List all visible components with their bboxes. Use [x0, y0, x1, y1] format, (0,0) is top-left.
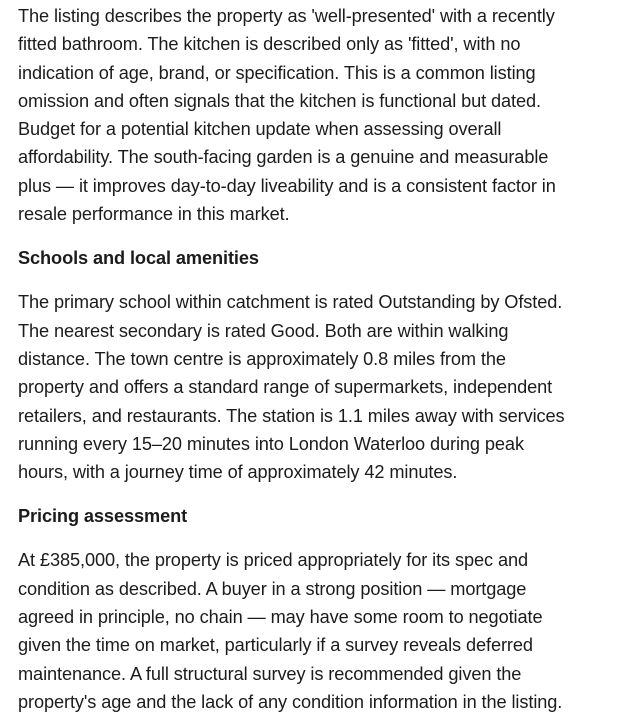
heading-spacer [18, 272, 630, 288]
heading-spacer [18, 530, 630, 546]
text-line: maintenance. A full structural survey is recommended given the [18, 663, 522, 684]
section-heading-schools: Schools and local amenities [18, 248, 259, 269]
text-line: The primary school within catchment is rated Outstanding by Ofsted. [18, 292, 563, 313]
text-line: hours, with a journey time of approximately 42 minutes. [18, 462, 458, 483]
text-line: given the time on market, particularly if a survey reveals deferred [18, 635, 533, 656]
section-heading-pricing: Pricing assessment [18, 506, 188, 527]
paragraph-property-condition [18, 2, 630, 228]
text-line: condition as described. A buyer in a strong position — mortgage [18, 578, 527, 599]
text-line: retailers, and restaurants. The station is 1.1 miles away with services [18, 405, 565, 426]
text-line: distance. The town centre is approximately 0.8 miles from the [18, 348, 506, 369]
text-line: plus — it improves day-to-day liveability and is a consistent factor in [18, 175, 556, 196]
text-line: property's age and the lack of any condition information in the listing. [18, 691, 563, 712]
text-line: property and offers a standard range of supermarkets, independent [18, 377, 553, 398]
text-line: Budget for a potential kitchen update when assessing overall [18, 119, 502, 140]
text-line: The nearest secondary is rated Good. Both are within walking [18, 320, 509, 341]
text-line: fitted bathroom. The kitchen is described only as 'fitted', with no [18, 34, 521, 55]
text-line: At £385,000, the property is priced appropriately for its spec and [18, 550, 529, 571]
text-line: The listing describes the property as 'well-presented' with a recently [18, 6, 555, 26]
text-line: affordability. The south-facing garden is a genuine and measurable [18, 147, 549, 168]
paragraph-schools-amenities [18, 288, 630, 486]
text-line: omission and often signals that the kitchen is functional but dated. [18, 90, 541, 111]
paragraph-pricing-assessment [18, 546, 630, 716]
document-body [18, 2, 630, 716]
paragraph-spacer [18, 228, 630, 244]
text-line: indication of age, brand, or specification. This is a common listing [18, 62, 536, 83]
text-line: resale performance in this market. [18, 204, 290, 225]
text-line: running every 15–20 minutes into London Waterloo during peak [18, 433, 524, 454]
paragraph-spacer [18, 486, 630, 502]
text-line: agreed in principle, no chain — may have some room to negotiate [18, 607, 543, 628]
